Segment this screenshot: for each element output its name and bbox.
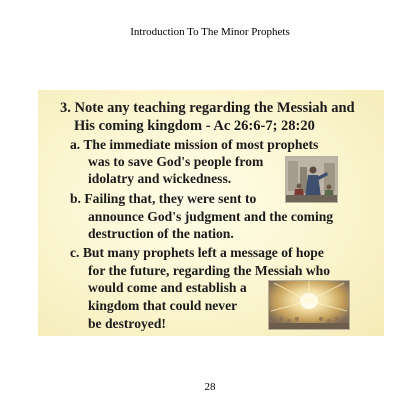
point-3-heading: 3. Note any teaching regarding the Messiah and [60,100,355,116]
sub-point-c-line-4: kingdom that could never [88,298,238,313]
sub-point-a-line-2: was to save God's people from [88,154,264,169]
page-number: 28 [204,381,216,393]
running-header: Introduction To The Minor Prophets [130,26,290,38]
sub-point-c-line-5: be destroyed! [88,316,166,331]
prophet-painting-illustration [286,157,337,202]
sub-point-c-line-3: would come and establish a [88,280,247,295]
sub-point-b: b. Failing that, they were sent to [70,191,257,206]
sub-point-b-line-2: announce God's judgment and the coming [88,209,334,224]
slide [38,90,384,336]
sub-point-a-line-3: idolatry and wickedness. [88,171,232,186]
heavenly-kingdom-image [268,280,350,330]
heavenly-kingdom-illustration [269,281,349,329]
sub-point-a: a. The immediate mission of most prophets [70,137,319,152]
sub-point-c: c. But many prophets left a message of hope [70,245,324,260]
point-3-heading-continued: His coming kingdom - Ac 26:6-7; 28:20 [74,118,315,134]
prophet-painting-image [285,156,338,203]
sub-point-c-line-2: for the future, regarding the Messiah who [88,263,331,278]
sub-point-b-line-3: destruction of the nation. [88,226,234,241]
